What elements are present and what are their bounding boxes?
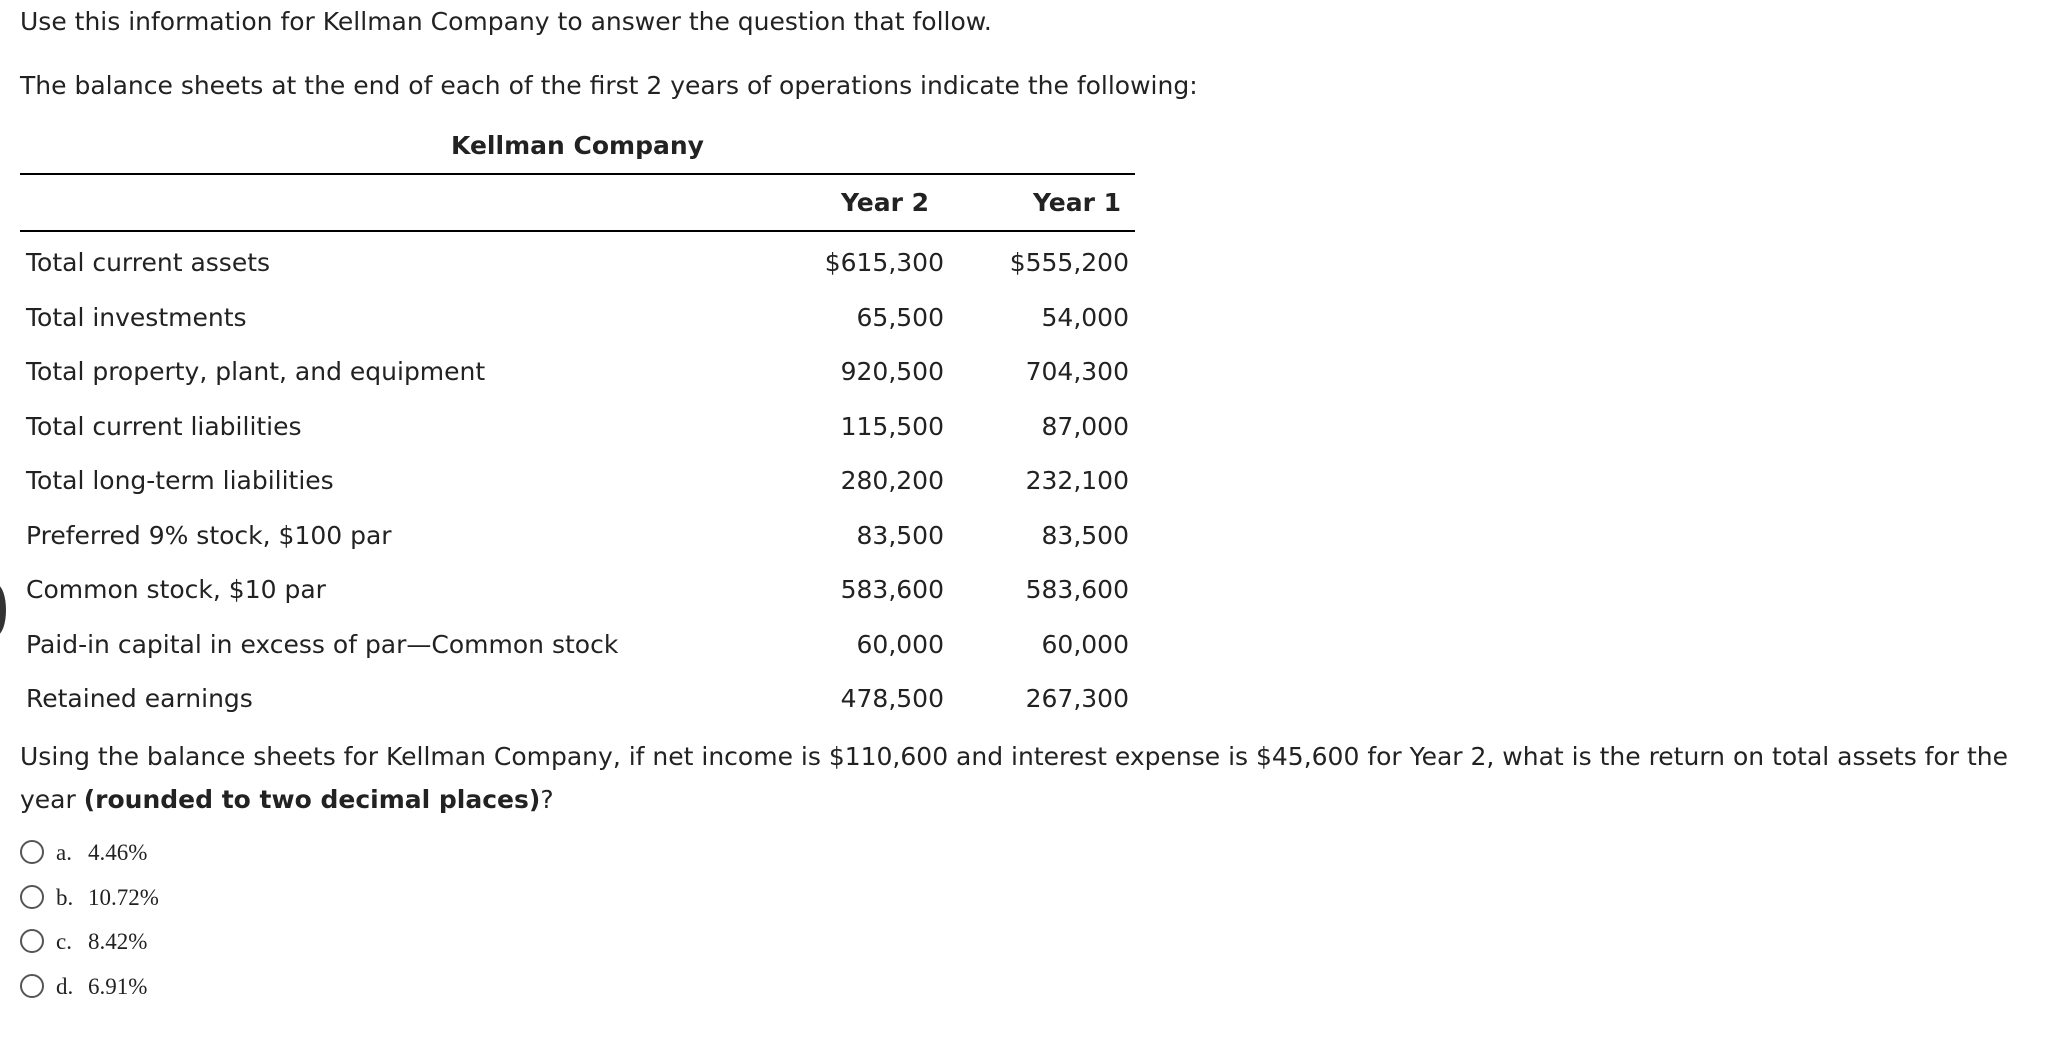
row-value-year-1: 60,000: [1041, 629, 1129, 659]
row-value-year-2: $615,300: [824, 248, 944, 277]
row-value-year-2: 83,500: [856, 520, 944, 550]
row-value-year-1: 54,000: [1041, 302, 1129, 332]
row-label: Common stock, $10 par: [26, 575, 326, 604]
row-label: Total investments: [26, 302, 247, 332]
question-text: [20, 735, 2050, 821]
table-row: [20, 620, 1135, 675]
row-value-year-1: 583,600: [1025, 575, 1129, 604]
row-value-year-2: 65,500: [856, 302, 944, 332]
table-row: [20, 402, 1135, 457]
row-label: Paid-in capital in excess of par—Common stock: [26, 629, 619, 659]
table-row: [20, 347, 1135, 402]
row-value-year-1: 83,500: [1041, 520, 1129, 550]
radio-button-icon[interactable]: [20, 840, 44, 864]
row-value-year-2: 115,500: [840, 411, 944, 441]
table-top-rule: [20, 173, 1135, 175]
row-label: Total property, plant, and equipment: [26, 357, 486, 386]
row-value-year-1: 267,300: [1025, 684, 1129, 713]
question-emphasis: (rounded to two decimal places): [83, 785, 541, 814]
row-label: Retained earnings: [26, 684, 253, 713]
table-row: [20, 511, 1135, 566]
option-letter: d.: [56, 973, 74, 999]
option-value: 10.72%: [88, 884, 159, 910]
row-value-year-2: 60,000: [856, 629, 944, 659]
row-value-year-2: 583,600: [840, 575, 944, 604]
column-header-year-2: Year 2: [840, 188, 930, 217]
radio-button-icon[interactable]: [20, 929, 44, 953]
table-row: [20, 456, 1135, 511]
row-label: Preferred 9% stock, $100 par: [26, 520, 392, 550]
row-value-year-1: 87,000: [1041, 411, 1129, 441]
side-marker: [0, 585, 6, 635]
table-header-rule: [20, 230, 1135, 232]
row-label: Total current assets: [26, 248, 271, 277]
row-label: Total current liabilities: [26, 411, 302, 441]
row-value-year-1: 704,300: [1025, 357, 1129, 386]
table-row: [20, 674, 1135, 729]
table-row: [20, 565, 1135, 620]
intro-line-1: Use this information for Kellman Company to answer the question that follow.: [20, 7, 992, 36]
option-value: 6.91%: [88, 973, 148, 999]
column-header-year-1: Year 1: [1032, 188, 1122, 217]
option-value: 8.42%: [88, 929, 148, 954]
option-value: 4.46%: [88, 840, 148, 865]
row-label: Total long-term liabilities: [26, 466, 334, 495]
option-letter: b.: [56, 884, 74, 910]
question-suffix: ?: [540, 785, 554, 814]
question-body: Using the balance sheets for Kellman Company, if net income is $110,600 and interest expense is $45,600 for Year 2, what is the return on total assets for the year: [20, 742, 2009, 814]
intro-line-2: The balance sheets at the end of each of the first 2 years of operations indicate the following:: [20, 71, 1198, 100]
row-value-year-2: 280,200: [840, 466, 944, 495]
row-value-year-2: 478,500: [840, 684, 944, 713]
row-value-year-1: $555,200: [1009, 248, 1129, 277]
radio-button-icon[interactable]: [20, 974, 44, 998]
option-letter: c.: [56, 929, 72, 954]
option-letter: a.: [56, 840, 72, 865]
table-title: Kellman Company: [451, 131, 704, 160]
table-row: [20, 293, 1135, 348]
table-body: [20, 238, 1135, 729]
row-value-year-2: 920,500: [840, 357, 944, 386]
table-row: [20, 238, 1135, 293]
radio-button-icon[interactable]: [20, 885, 44, 909]
row-value-year-1: 232,100: [1025, 466, 1129, 495]
